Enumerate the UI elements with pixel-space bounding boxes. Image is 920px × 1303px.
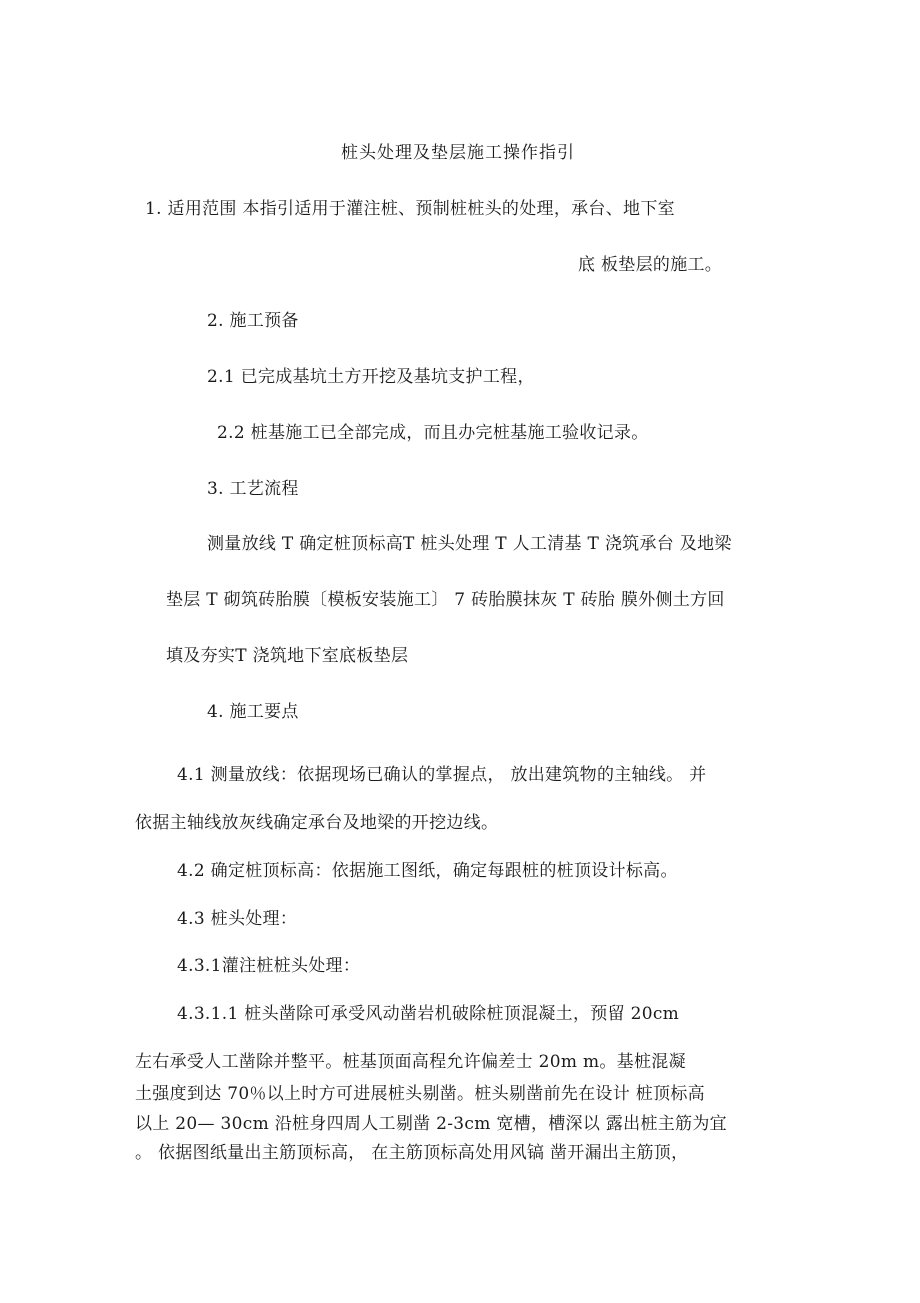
paragraph-line: 垫层 T 砌筑砖胎膜〔模板安装施工〕 7 砖胎膜抹灰 T 砖胎 膜外侧土方回 <box>166 590 725 610</box>
paragraph-line: 填及夯实T 浇筑地下室底板垫层 <box>166 646 409 666</box>
section-heading: 3. 工艺流程 <box>207 479 299 499</box>
paragraph-line: 依据主轴线放灰线确定承台及地梁的开挖边线。 <box>135 813 499 833</box>
paragraph-line: 1. 适用范围 本指引适用于灌注桩、预制桩桩头的处理，承台、地下室 <box>145 199 675 219</box>
document-title: 桩头处理及垫层施工操作指引 <box>341 143 575 163</box>
paragraph-line: 4.3.1.1 桩头凿除可承受风动凿岩机破除桩顶混凝土，预留 20cm <box>177 1004 680 1024</box>
paragraph-line: 4.1 测量放线：依据现场已确认的掌握点， 放出建筑物的主轴线。 并 <box>177 765 707 785</box>
paragraph-line: 左右承受人工凿除并整平。桩基顶面高程允许偏差士 20m m。基桩混凝 <box>135 1052 686 1072</box>
paragraph-line: 2.1 已完成基坑土方开挖及基坑支护工程， <box>207 367 535 387</box>
paragraph-line: 底 板垫层的施工。 <box>578 255 723 275</box>
paragraph-line: 测量放线 T 确定桩顶标高T 桩头处理 T 人工清基 T 浇筑承台 及地梁 <box>207 534 732 554</box>
paragraph-line: 4.3 桩头处理： <box>177 909 298 929</box>
paragraph-line: 4.2 确定桩顶标高：依据施工图纸，确定每跟桩的桩顶设计标高。 <box>177 861 678 881</box>
section-heading: 2. 施工预备 <box>207 311 299 331</box>
paragraph-line: 土强度到达 70％以上时方可进展桩头剔凿。桩头剔凿前先在设计 桩顶标高 <box>135 1084 705 1104</box>
paragraph-line: 4.3.1灌注桩桩头处理： <box>177 956 361 976</box>
section-heading: 4. 施工要点 <box>207 702 299 722</box>
paragraph-line: 。 依据图纸量出主筋顶标高， 在主筋顶标高处用风镐 凿开漏出主筋顶， <box>135 1143 689 1163</box>
paragraph-line: 2.2 桩基施工已全部完成，而且办完桩基施工验收记录。 <box>217 423 649 443</box>
paragraph-line: 以上 20— 30cm 沿桩身四周人工剔凿 2-3cm 宽槽，槽深以 露出桩主筋为宜 <box>135 1114 727 1134</box>
